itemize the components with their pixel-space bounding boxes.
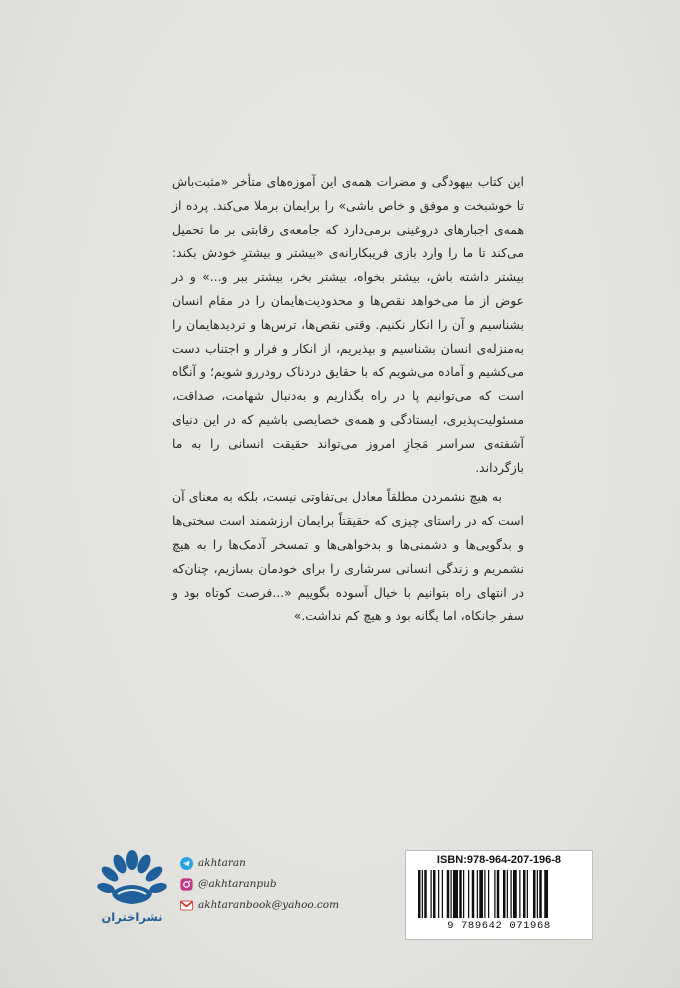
barcode-bars (416, 870, 582, 920)
barcode-bar (533, 870, 536, 918)
barcode-bar (431, 870, 432, 918)
barcode-bar (459, 870, 462, 918)
barcode-bar (494, 870, 495, 918)
barcode-bar (463, 870, 464, 918)
publisher-logo-icon (96, 848, 168, 908)
barcode-bar (507, 870, 508, 918)
telegram-handle: akhtaran (198, 857, 246, 869)
barcode-bar (484, 870, 485, 918)
barcode-bar (453, 870, 458, 918)
barcode-bar (422, 870, 423, 918)
contact-list (180, 854, 380, 917)
barcode-bar (424, 870, 427, 918)
barcode-digits: 9 789642 071968 (447, 920, 551, 932)
barcode-bar (433, 870, 436, 918)
isbn-barcode (405, 850, 593, 940)
instagram-handle: @akhtaranpub (198, 878, 277, 890)
barcode-bar (497, 870, 500, 918)
barcode-bar (523, 870, 526, 918)
barcode-bar (513, 870, 517, 918)
barcode-bar (479, 870, 483, 918)
barcode-bar (472, 870, 475, 918)
publisher-name: نشراختران (101, 910, 163, 924)
barcode-bar (418, 870, 421, 918)
barcode-bar (503, 870, 506, 918)
barcode-bar (537, 870, 538, 918)
barcode-bar (468, 870, 469, 918)
blurb-paragraph-2: به هیچ نشمردن مطلقاً معادل بی‌تفاوتی نیست، بلکه به معنای آن است که در راستای چیزی که حقیقتاً برایمان ارزشمند است سختی‌ها و بدگویی‌ها و دشمنی‌ها و بدخواهی‌ها و تمسخر آدمک‌ها را به هیچ نشمریم و زندگی انسانی سرشاری را برای خودمان بسازیم، چنان‌که در انتهای راه بتوانیم با خیال آسوده بگوییم «...فرصت کوتاه بود و سفر جانکاه، اما یگانه بود و هیچ کم نداشت.» (172, 489, 524, 624)
barcode-bar (511, 870, 512, 918)
blurb-text (172, 170, 524, 628)
barcode-bar (438, 870, 439, 918)
barcode-bar (447, 870, 450, 918)
contact-email[interactable] (180, 896, 380, 914)
barcode-bar (544, 870, 548, 918)
barcode-bar (477, 870, 478, 918)
telegram-icon (180, 857, 193, 870)
publisher-logo (96, 848, 168, 938)
barcode-bar (451, 870, 452, 918)
email-address: akhtaranbook@yahoo.com (198, 899, 340, 911)
barcode-bar (488, 870, 489, 918)
barcode-bar (519, 870, 520, 918)
contact-instagram[interactable] (180, 875, 380, 893)
isbn-label: ISBN:978-964-207-196-8 (436, 854, 562, 866)
blurb-paragraph-1: این کتاب بیهودگی و مضرات همه‌ی این آموزه‌های متأخر «مثبت‌باش تا خوشبخت و موفق و خاص باشی» را برایمان برملا می‌کند. پرده از همه‌ی اجبارهای دروغینی برمی‌دارد که جامعه‌ی رقابتی بر ما تحمیل می‌کند تا ما را وارد بازی فریبکارانه‌ی «بیشتر و بیشترِ خودش بکند: بیشتر داشته باش، بیشتر بخواه، بیشتر بخر، بیشتر ببر و...» و در عوض از ما می‌خواهد نقص‌ها و محدودیت‌هایمان را در مقام انسان بشناسیم و آن را انکار نکنیم. وقتی نقص‌ها، ترس‌ها و تردیدهایمان را به‌منزله‌ی انسان بشناسیم و بپذیریم، از انکار و فرار و اجتناب دست می‌کشیم و آماده می‌شویم که با حقایق دردناک رودررو شویم؛ و آنگاه است که می‌توانیم پا در راه بگذاریم و به‌دنبال شهامت، صداقت، مسئولیت‌پذیری، ایستادگی و همه‌ی خصایصی باشیم که در این دنیای آشفته‌ی سراسر مَجازِ امروز می‌تواند حقیقت انسانی را به ما بازگرداند. (172, 174, 524, 475)
barcode-bar (442, 870, 443, 918)
barcode-bar (527, 870, 528, 918)
contact-telegram[interactable] (180, 854, 380, 872)
barcode-bar (539, 870, 542, 918)
instagram-icon (180, 878, 193, 891)
email-icon (180, 899, 193, 912)
